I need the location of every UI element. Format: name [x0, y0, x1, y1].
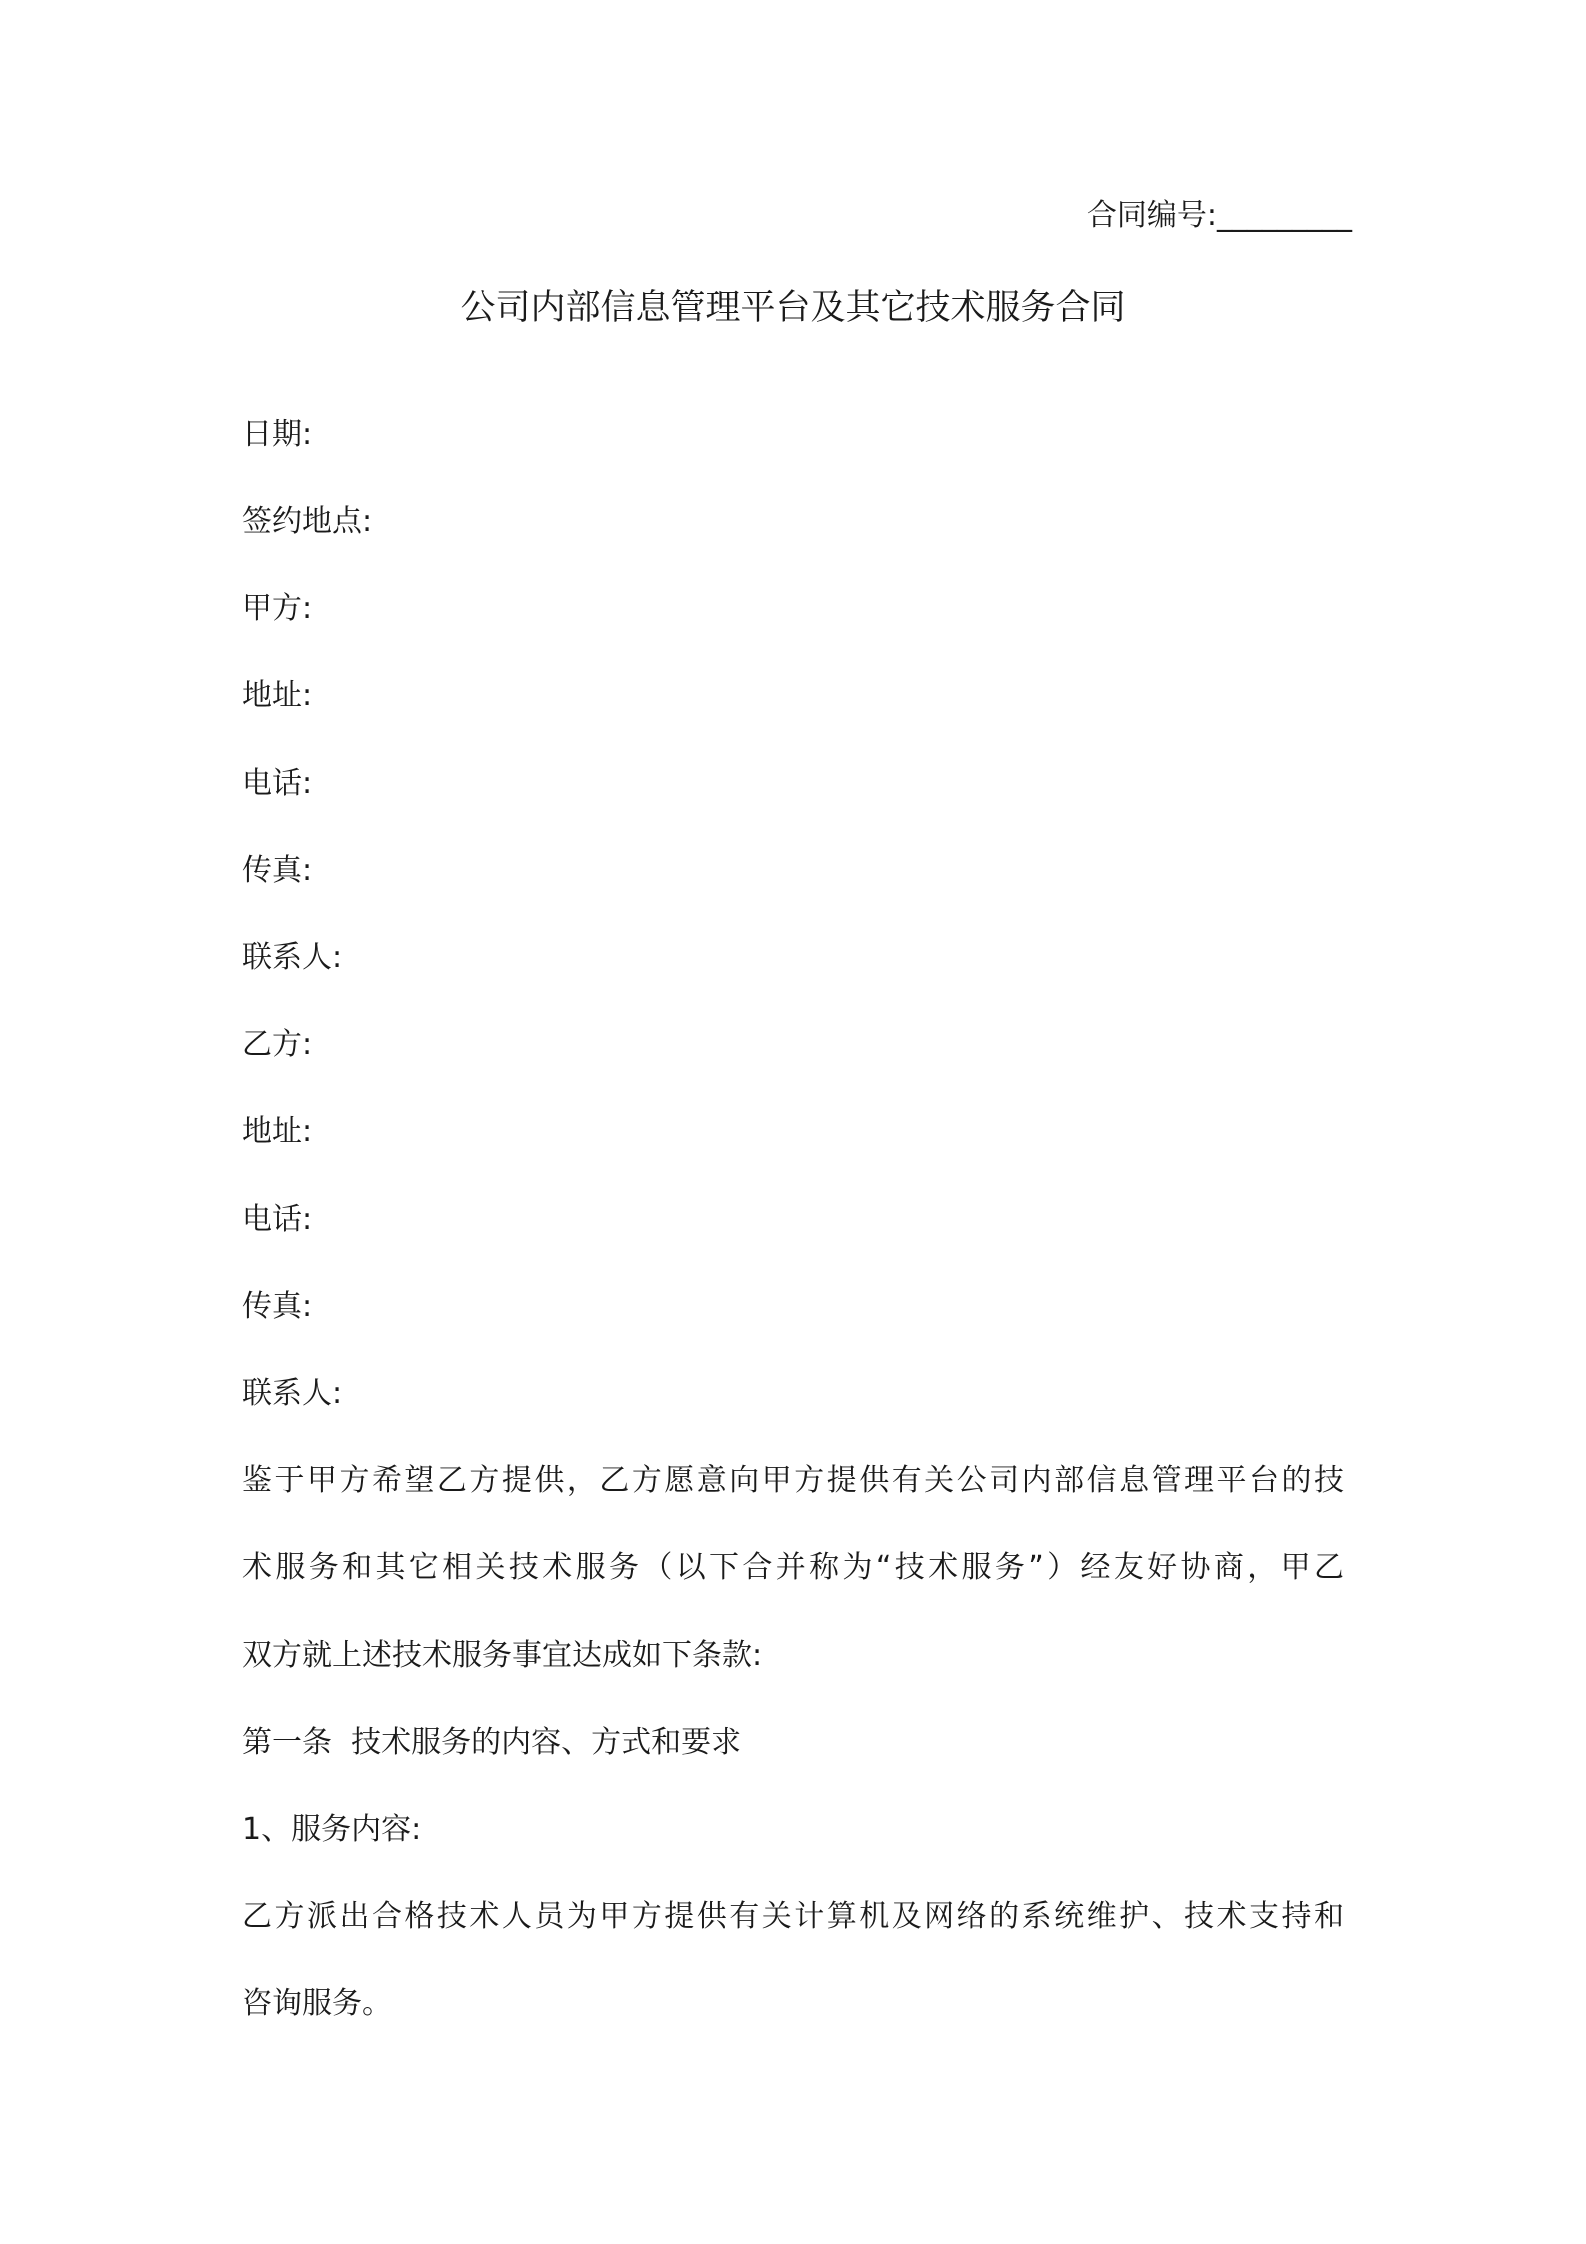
party-b-phone-field: 电话: [242, 1202, 313, 1237]
contract-number: 合同编号:_________ [1086, 198, 1352, 233]
article-1-item-1-line-2: 咨询服务。 [242, 1986, 392, 2021]
document-title: 公司内部信息管理平台及其它技术服务合同 [460, 288, 1126, 328]
party-b-field: 乙方: [242, 1027, 313, 1062]
preamble-line-1: 鉴于甲方希望乙方提供，乙方愿意向甲方提供有关公司内部信息管理平台的技 [242, 1463, 1344, 1498]
party-b-fax-field: 传真: [242, 1289, 313, 1324]
party-a-address-field: 地址: [242, 678, 313, 713]
party-a-contact-field: 联系人: [242, 940, 343, 975]
preamble-line-3: 双方就上述技术服务事宜达成如下条款: [242, 1638, 763, 1673]
party-b-address-field: 地址: [242, 1114, 313, 1149]
party-a-fax-field: 传真: [242, 853, 313, 888]
article-1-heading: 第一条 技术服务的内容、方式和要求 [242, 1725, 742, 1760]
party-b-contact-field: 联系人: [242, 1376, 343, 1411]
party-a-phone-field: 电话: [242, 766, 313, 801]
article-1-item-1-heading: 1、服务内容: [242, 1812, 422, 1847]
preamble-line-2: 术服务和其它相关技术服务（以下合并称为“技术服务”）经友好协商，甲乙 [242, 1550, 1344, 1585]
party-a-field: 甲方: [242, 591, 313, 626]
date-field: 日期: [242, 417, 313, 452]
article-1-item-1-line-1: 乙方派出合格技术人员为甲方提供有关计算机及网络的系统维护、技术支持和 [242, 1899, 1344, 1934]
signing-place-field: 签约地点: [242, 504, 373, 539]
